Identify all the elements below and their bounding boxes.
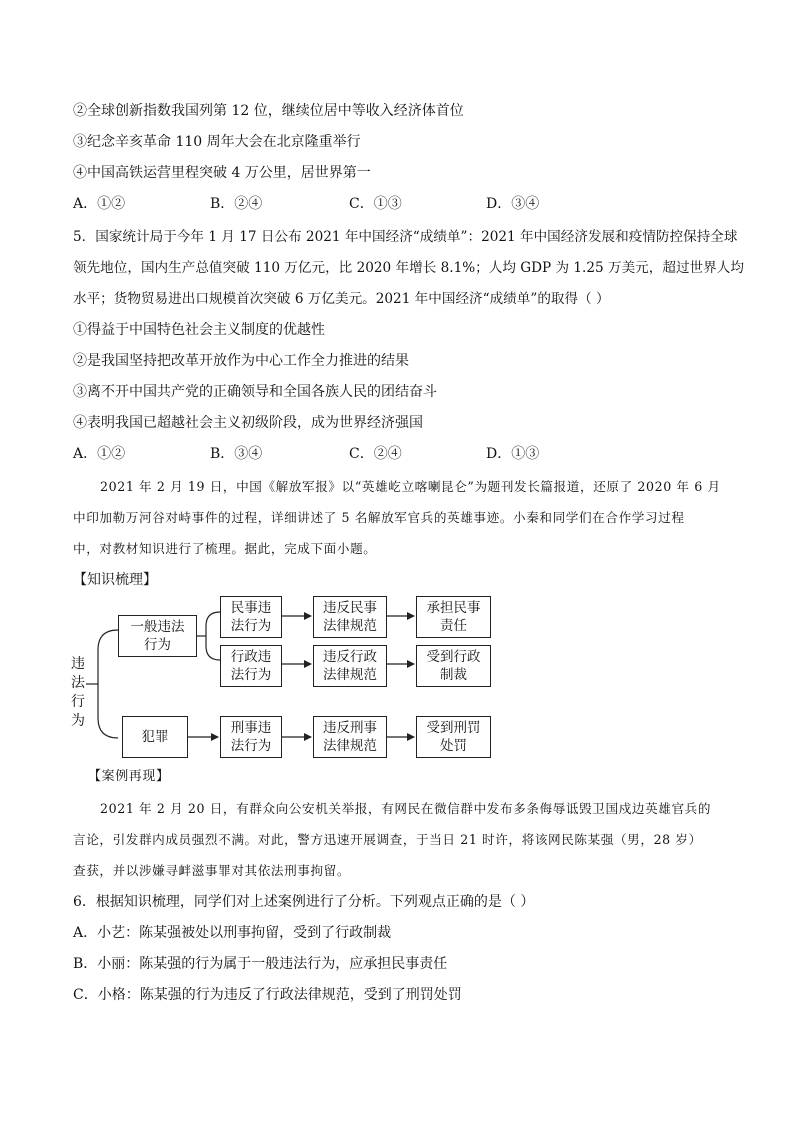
q5-stem-line: 水平；货物贸易进出口规模首次突破 6 万亿美元。2021 年中国经济“成绩单”的取得（ ） — [73, 291, 610, 307]
violate-administrative-law-box: 违反行政 法律规范 — [313, 645, 387, 687]
criminal-punishment-box: 受到刑罚 处罚 — [416, 716, 491, 758]
knowledge-heading: 【知识梳理】 — [73, 572, 157, 588]
q6-option-a[interactable]: A．小艺：陈某强被处以刑事拘留，受到了行政制裁 — [73, 925, 392, 941]
q6-stem: 6．根据知识梳理，同学们对上述案例进行了分析。下列观点正确的是（ ） — [73, 894, 535, 910]
case-line: 2021 年 2 月 20 日，有群众向公安机关举报，有网民在微信群中发布多条侮辱诋毁卫国戍边英雄官兵的 — [100, 801, 712, 816]
material-line: 中印加勒万河谷对峙事件的过程，详细讲述了 5 名解放军官兵的英雄事迹。小秦和同学们在合作学习过程 — [73, 510, 685, 525]
item-3: ③纪念辛亥革命 110 周年大会在北京隆重举行 — [73, 134, 361, 150]
q5-item: ③离不开中国共产党的正确领导和全国各族人民的团结奋斗 — [73, 384, 437, 400]
q5-stem-line: 5．国家统计局于今年 1 月 17 日公布 2021 年中国经济“成绩单”：2021 年中国经济发展和疫情防控保持全球 — [73, 229, 738, 245]
q4-option-b[interactable]: B．②④ — [210, 196, 263, 212]
root-label — [70, 655, 86, 731]
case-line: 查获，并以涉嫌寻衅滋事罪对其依法刑事拘留。 — [73, 863, 351, 878]
q4-option-d[interactable]: D．③④ — [486, 196, 540, 212]
q6-option-c[interactable]: C．小格：陈某强的行为违反了行政法律规范，受到了刑罚处罚 — [73, 987, 462, 1003]
root-char: 为 — [71, 713, 85, 729]
q4-option-a[interactable]: A．①② — [73, 196, 126, 212]
q5-stem-line: 领先地位，国内生产总值突破 110 万亿元，比 2020 年增长 8.1%；人均 GDP 为 1.25 万美元，超过世界人均 — [73, 260, 744, 276]
violate-civil-law-box: 违反民事 法律规范 — [313, 596, 387, 638]
general-violation-box: 一般违法 行为 — [118, 615, 197, 657]
case-heading: 【案例再现】 — [88, 769, 170, 784]
violate-criminal-law-box: 违反刑事 法律规范 — [313, 716, 387, 758]
q5-option-d[interactable]: D．①③ — [486, 446, 540, 462]
item-4: ④中国高铁运营里程突破 4 万公里，居世界第一 — [73, 165, 371, 181]
q5-item: ④表明我国已超越社会主义初级阶段，成为世界经济强国 — [73, 415, 423, 431]
item-2: ②全球创新指数我国列第 12 位，继续位居中等收入经济体首位 — [73, 103, 464, 119]
q5-option-b[interactable]: B．③④ — [210, 446, 263, 462]
q5-option-a[interactable]: A．①② — [73, 446, 126, 462]
q5-option-c[interactable]: C．②④ — [349, 446, 402, 462]
root-char: 法 — [71, 675, 85, 691]
crime-box: 犯罪 — [122, 716, 188, 758]
q4-option-c[interactable]: C．①③ — [349, 196, 402, 212]
case-line: 言论，引发群内成员强烈不满。对此，警方迅速开展调查，于当日 21 时许，将该网民陈某强（男，28 岁） — [73, 832, 702, 847]
civil-violation-box: 民事违 法行为 — [220, 596, 282, 638]
q6-option-b[interactable]: B．小丽：陈某强的行为属于一般违法行为，应承担民事责任 — [73, 956, 448, 972]
root-char: 违 — [71, 656, 85, 672]
administrative-sanction-box: 受到行政 制裁 — [416, 645, 491, 687]
administrative-violation-box: 行政违 法行为 — [220, 645, 282, 687]
material-line: 中，对教材知识进行了梳理。据此，完成下面小题。 — [73, 541, 377, 556]
civil-liability-box: 承担民事 责任 — [416, 596, 491, 638]
q5-item: ①得益于中国特色社会主义制度的优越性 — [73, 322, 325, 338]
criminal-violation-box: 刑事违 法行为 — [220, 716, 282, 758]
root-char: 行 — [71, 694, 85, 710]
material-line: 2021 年 2 月 19 日，中国《解放军报》以“英雄屹立喀喇昆仑”为题刊发长篇报道，还原了 2020 年 6 月 — [100, 479, 721, 494]
q5-item: ②是我国坚持把改革开放作为中心工作全力推进的结果 — [73, 353, 409, 369]
